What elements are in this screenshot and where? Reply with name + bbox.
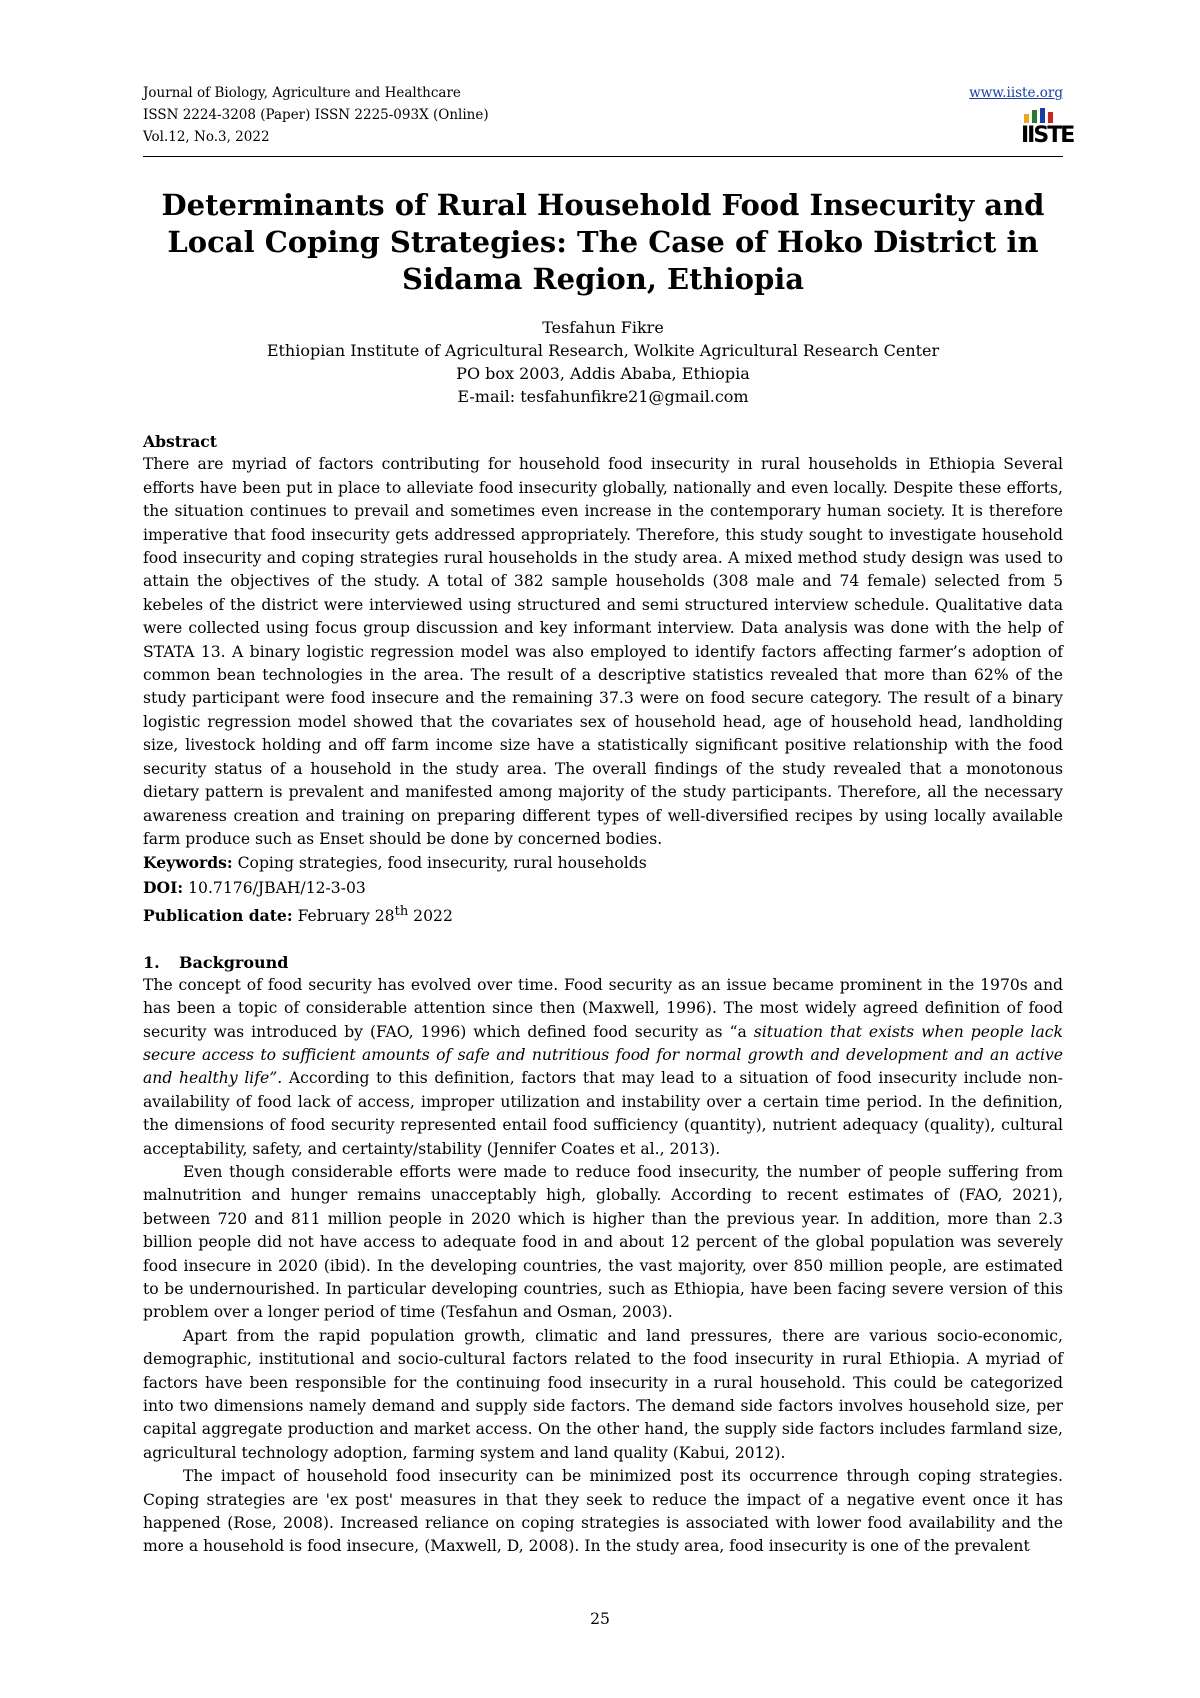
body-paragraph-2: Even though considerable efforts were made to reduce food insecurity, the number of people suffering from malnutrition and hunger remains unacceptably high, globally. According to recent estimates of (FAO, 2021), between 720 and 811 million people in 2020 which is higher than the previous year. In addition, more than 2.3 billion people did not have access to adequate food in and about 12 percent of the global population was severely food insecure in 2020 (ibid). In the developing countries, the vast majority, over 850 million people, are estimated to be undernourished. In particular developing countries, such as Ethiopia, have been facing severe version of this problem over a longer period of time (Tesfahun and Osman, 2003). [143, 1162, 1063, 1322]
iiste-logo [1021, 108, 1074, 152]
doi-value: 10.7176/JBAH/12-3-03 [183, 878, 366, 897]
abstract-heading: Abstract [143, 432, 218, 451]
journal-name: Journal of Biology, Agriculture and Healthcare [143, 85, 461, 101]
body-paragraph-3: Apart from the rapid population growth, climatic and land pressures, there are various socio-economic, demographic, institutional and socio-cultural factors related to the food insecurity in rural Ethiopia. A myriad of factors have been responsible for the continuing food insecurity in a rural household. This could be categorized into two dimensions namely demand and supply side factors. The demand side factors involves household size, per capital aggregate production and market access. On the other hand, the supply side factors includes farmland size, agricultural technology adoption, farming system and land quality (Kabui, 2012). [143, 1326, 1063, 1462]
abstract-section [143, 430, 1063, 929]
author-block [143, 316, 1063, 408]
publication-date-year: 2022 [408, 907, 453, 926]
author-name: Tesfahun Fikre [542, 318, 664, 337]
page-number: 25 [590, 1610, 610, 1628]
logo-bars-icon [1024, 108, 1063, 123]
publication-date-label: Publication date: [143, 906, 293, 926]
logo-wordmark: IISTE [1021, 123, 1074, 148]
author-email: E-mail: tesfahunfikre21@gmail.com [457, 387, 749, 406]
journal-issn: ISSN 2224-3208 (Paper) ISSN 2225-093X (Online) [143, 107, 489, 123]
keywords-line [143, 851, 1063, 875]
section-heading-background [143, 951, 1063, 974]
publication-date-value: February 28 [292, 907, 395, 926]
keywords-label: Keywords: [143, 853, 233, 873]
journal-header [143, 82, 1074, 157]
journal-website-link[interactable]: www.iiste.org [969, 85, 1063, 101]
paper-title: Determinants of Rural Household Food Insecurity and Local Coping Strategies: The Case of Hoko District in Sidama Region, Ethiopia [161, 188, 1045, 296]
keywords-value: Coping strategies, food insecurity, rural households [232, 854, 647, 873]
journal-meta [143, 82, 1074, 148]
publication-date-line [143, 900, 1063, 929]
doi-label: DOI: [143, 877, 184, 897]
body-paragraph-1 [143, 974, 1063, 1161]
section-title: Background [179, 952, 289, 972]
section-number: 1. [143, 952, 160, 972]
author-affiliation: Ethiopian Institute of Agricultural Research, Wolkite Agricultural Research Center [266, 341, 940, 360]
publication-date-suffix: th [394, 904, 409, 920]
author-address: PO box 2003, Addis Ababa, Ethiopia [456, 364, 750, 383]
journal-volume: Vol.12, No.3, 2022 [143, 129, 270, 145]
p1-part-b: According to this definition, factors that may lead to a situation of food insecurity include non-availability of food lack of access, improper utilization and instability over a certain time period. In the definition, the dimensions of food security represented entail food sufficiency (quantity), nutrient adequacy (quality), cultural acceptability, safety, and certainty/stability (Jennifer Coates et al., 2013). [143, 1069, 1063, 1158]
p1-part-a: The concept of food security has evolved over time. Food security as an issue became prominent in the 1970s and has been a topic of considerable attention since then (Maxwell, 1996). The most widely agreed definition of food security was introduced by (FAO, 1996) which defined food security as “a [143, 975, 1063, 1041]
paper-page [143, 82, 1074, 1559]
abstract-text: There are myriad of factors contributing for household food insecurity in rural households in Ethiopia Several efforts have been put in place to alleviate food insecurity globally, nationally and even locally. Despite these efforts, the situation continues to prevail and sometimes even increase in the contemporary human society. It is therefore imperative that food insecurity gets addressed appropriately. Therefore, this study sought to investigate household food insecurity and coping strategies rural households in the study area. A mixed method study design was used to attain the objectives of the study. A total of 382 sample households (308 male and 74 female) selected from 5 kebeles of the district were interviewed using structured and semi structured interview schedule. Qualitative data were collected using focus group discussion and key informant interview. Data analysis was done with the help of STATA 13. A binary logistic regression model was also employed to identify factors affecting farmer’s adoption of common bean technologies in the area. The result of a descriptive statistics revealed that more than 62% of the study participant were food insecure and the remaining 37.3 were on food secure category. The result of a binary logistic regression model showed that the covariates sex of household head, age of household head, landholding size, livestock holding and off farm income size have a statistically significant positive relationship with the food security status of a household in the study area. The overall findings of the study revealed that a monotonous dietary pattern is prevalent and manifested among majority of the study participants. Therefore, all the necessary awareness creation and training on preparing different types of well-diversified recipes by using locally available farm produce such as Enset should be done by concerned bodies. [143, 455, 1063, 848]
body-paragraph-4: The impact of household food insecurity can be minimized post its occurrence through coping strategies. Coping strategies are 'ex post' measures in that they seek to reduce the impact of a negative event once it has happened (Rose, 2008). Increased reliance on coping strategies is associated with lower food availability and the more a household is food insecure, (Maxwell, D, 2008). In the study area, food insecurity is one of the prevalent [143, 1467, 1063, 1556]
doi-line [143, 876, 1063, 900]
p1-quote-italic: situation that exists when people lack secure access to sufficient amounts of safe and nutritious food for normal growth and development and an active and healthy life”. [143, 1022, 1063, 1088]
